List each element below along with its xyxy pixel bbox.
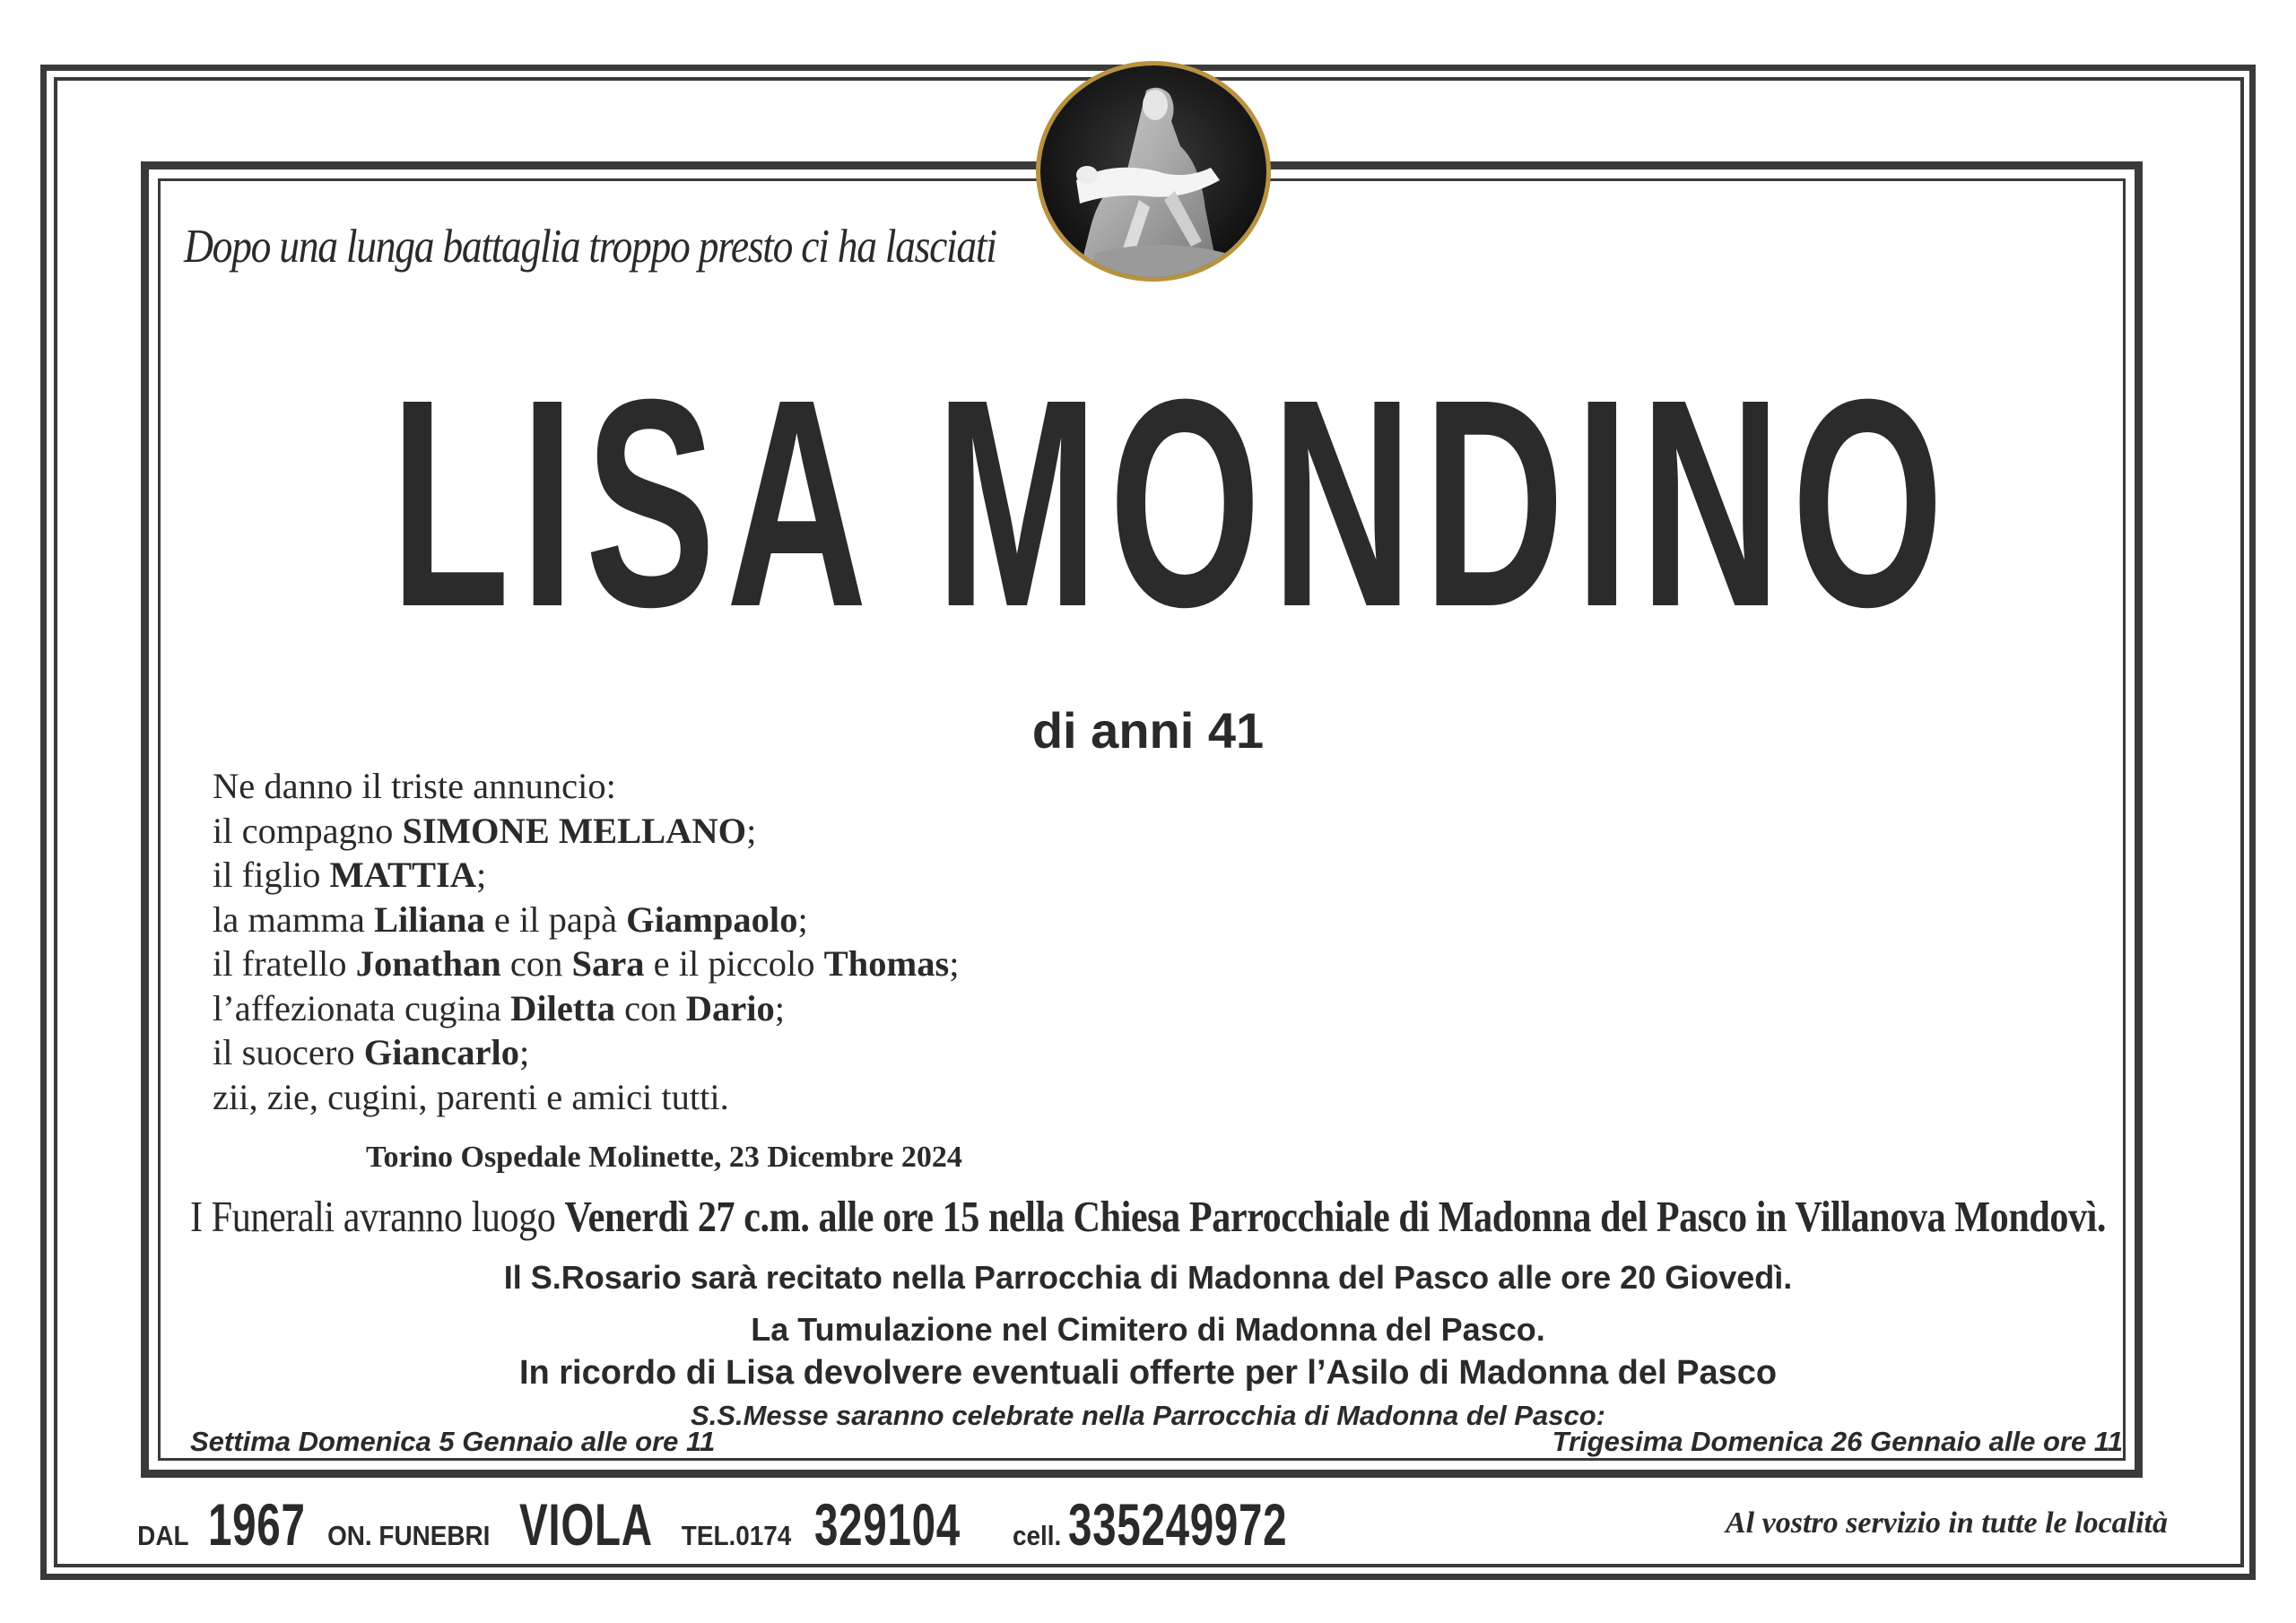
burial-notice: La Tumulazione nel Cimitero di Madonna del Pasco.	[751, 1311, 1545, 1348]
deceased-name: LISA MONDINO	[390, 337, 1954, 668]
announcement-intro: Ne danno il triste annuncio:	[213, 766, 616, 806]
place-date: Torino Ospedale Molinette, 23 Dicembre 2024	[366, 1141, 962, 1174]
announcement-closing: zii, zie, cugini, parenti e amici tutti.	[213, 1076, 729, 1117]
footer-cell: 335249972	[1067, 1491, 1288, 1558]
masses-heading: S.S.Messe saranno celebrate nella Parrocchia di Madonna del Pasco:	[691, 1400, 1605, 1431]
footer-company: VIOLA	[518, 1491, 653, 1558]
pieta-medallion-icon	[1036, 61, 1271, 282]
announcement-line: il fratello Jonathan con Sara e il piccolo Thomas;	[213, 943, 960, 984]
rosario-notice: Il S.Rosario sarà recitato nella Parrocchia di Madonna del Pasco alle ore 20 Giovedì.	[503, 1259, 1793, 1296]
announcement-line: il figlio MATTIA;	[213, 855, 487, 895]
age-line: di anni 41	[1031, 702, 1265, 759]
footer-tel: 329104	[813, 1491, 961, 1558]
announcement-line: la mamma Liliana e il papà Giampaolo;	[213, 898, 808, 940]
funeral-home-footer	[135, 1490, 1372, 1562]
footer-tagline: Al vostro servizio in tutte le località	[1726, 1506, 2168, 1540]
thirtieth-day-mass: Trigesima Domenica 26 Gennaio alle ore 11	[1552, 1426, 2123, 1457]
funeral-details: I Funerali avranno luogo Venerdì 27 c.m. alle ore 15 nella Chiesa Parrocchiale di Madonna del Pasco in Villanova Mondovì.	[189, 1192, 2107, 1241]
announcement-line: il compagno SIMONE MELLANO;	[213, 810, 757, 851]
footer-on-funebri: ON. FUNEBRI	[326, 1520, 491, 1551]
donation-notice: In ricordo di Lisa devolvere eventuali offerte per l’Asilo di Madonna del Pasco	[518, 1354, 1778, 1392]
announcement-line: l’affezionata cugina Diletta con Dario;	[213, 987, 786, 1028]
footer-year: 1967	[208, 1491, 306, 1558]
footer-dal: DAL	[137, 1520, 189, 1551]
footer-cell-label: cell.	[1013, 1520, 1062, 1551]
seventh-day-mass: Settima Domenica 5 Gennaio alle ore 11	[190, 1426, 716, 1457]
announcement-line: il suocero Giancarlo;	[213, 1032, 530, 1072]
footer-tel-label: TEL.0174	[681, 1520, 792, 1551]
epigraph: Dopo una lunga battaglia troppo presto ci ha lasciati	[184, 221, 996, 273]
announcement	[213, 764, 959, 1119]
